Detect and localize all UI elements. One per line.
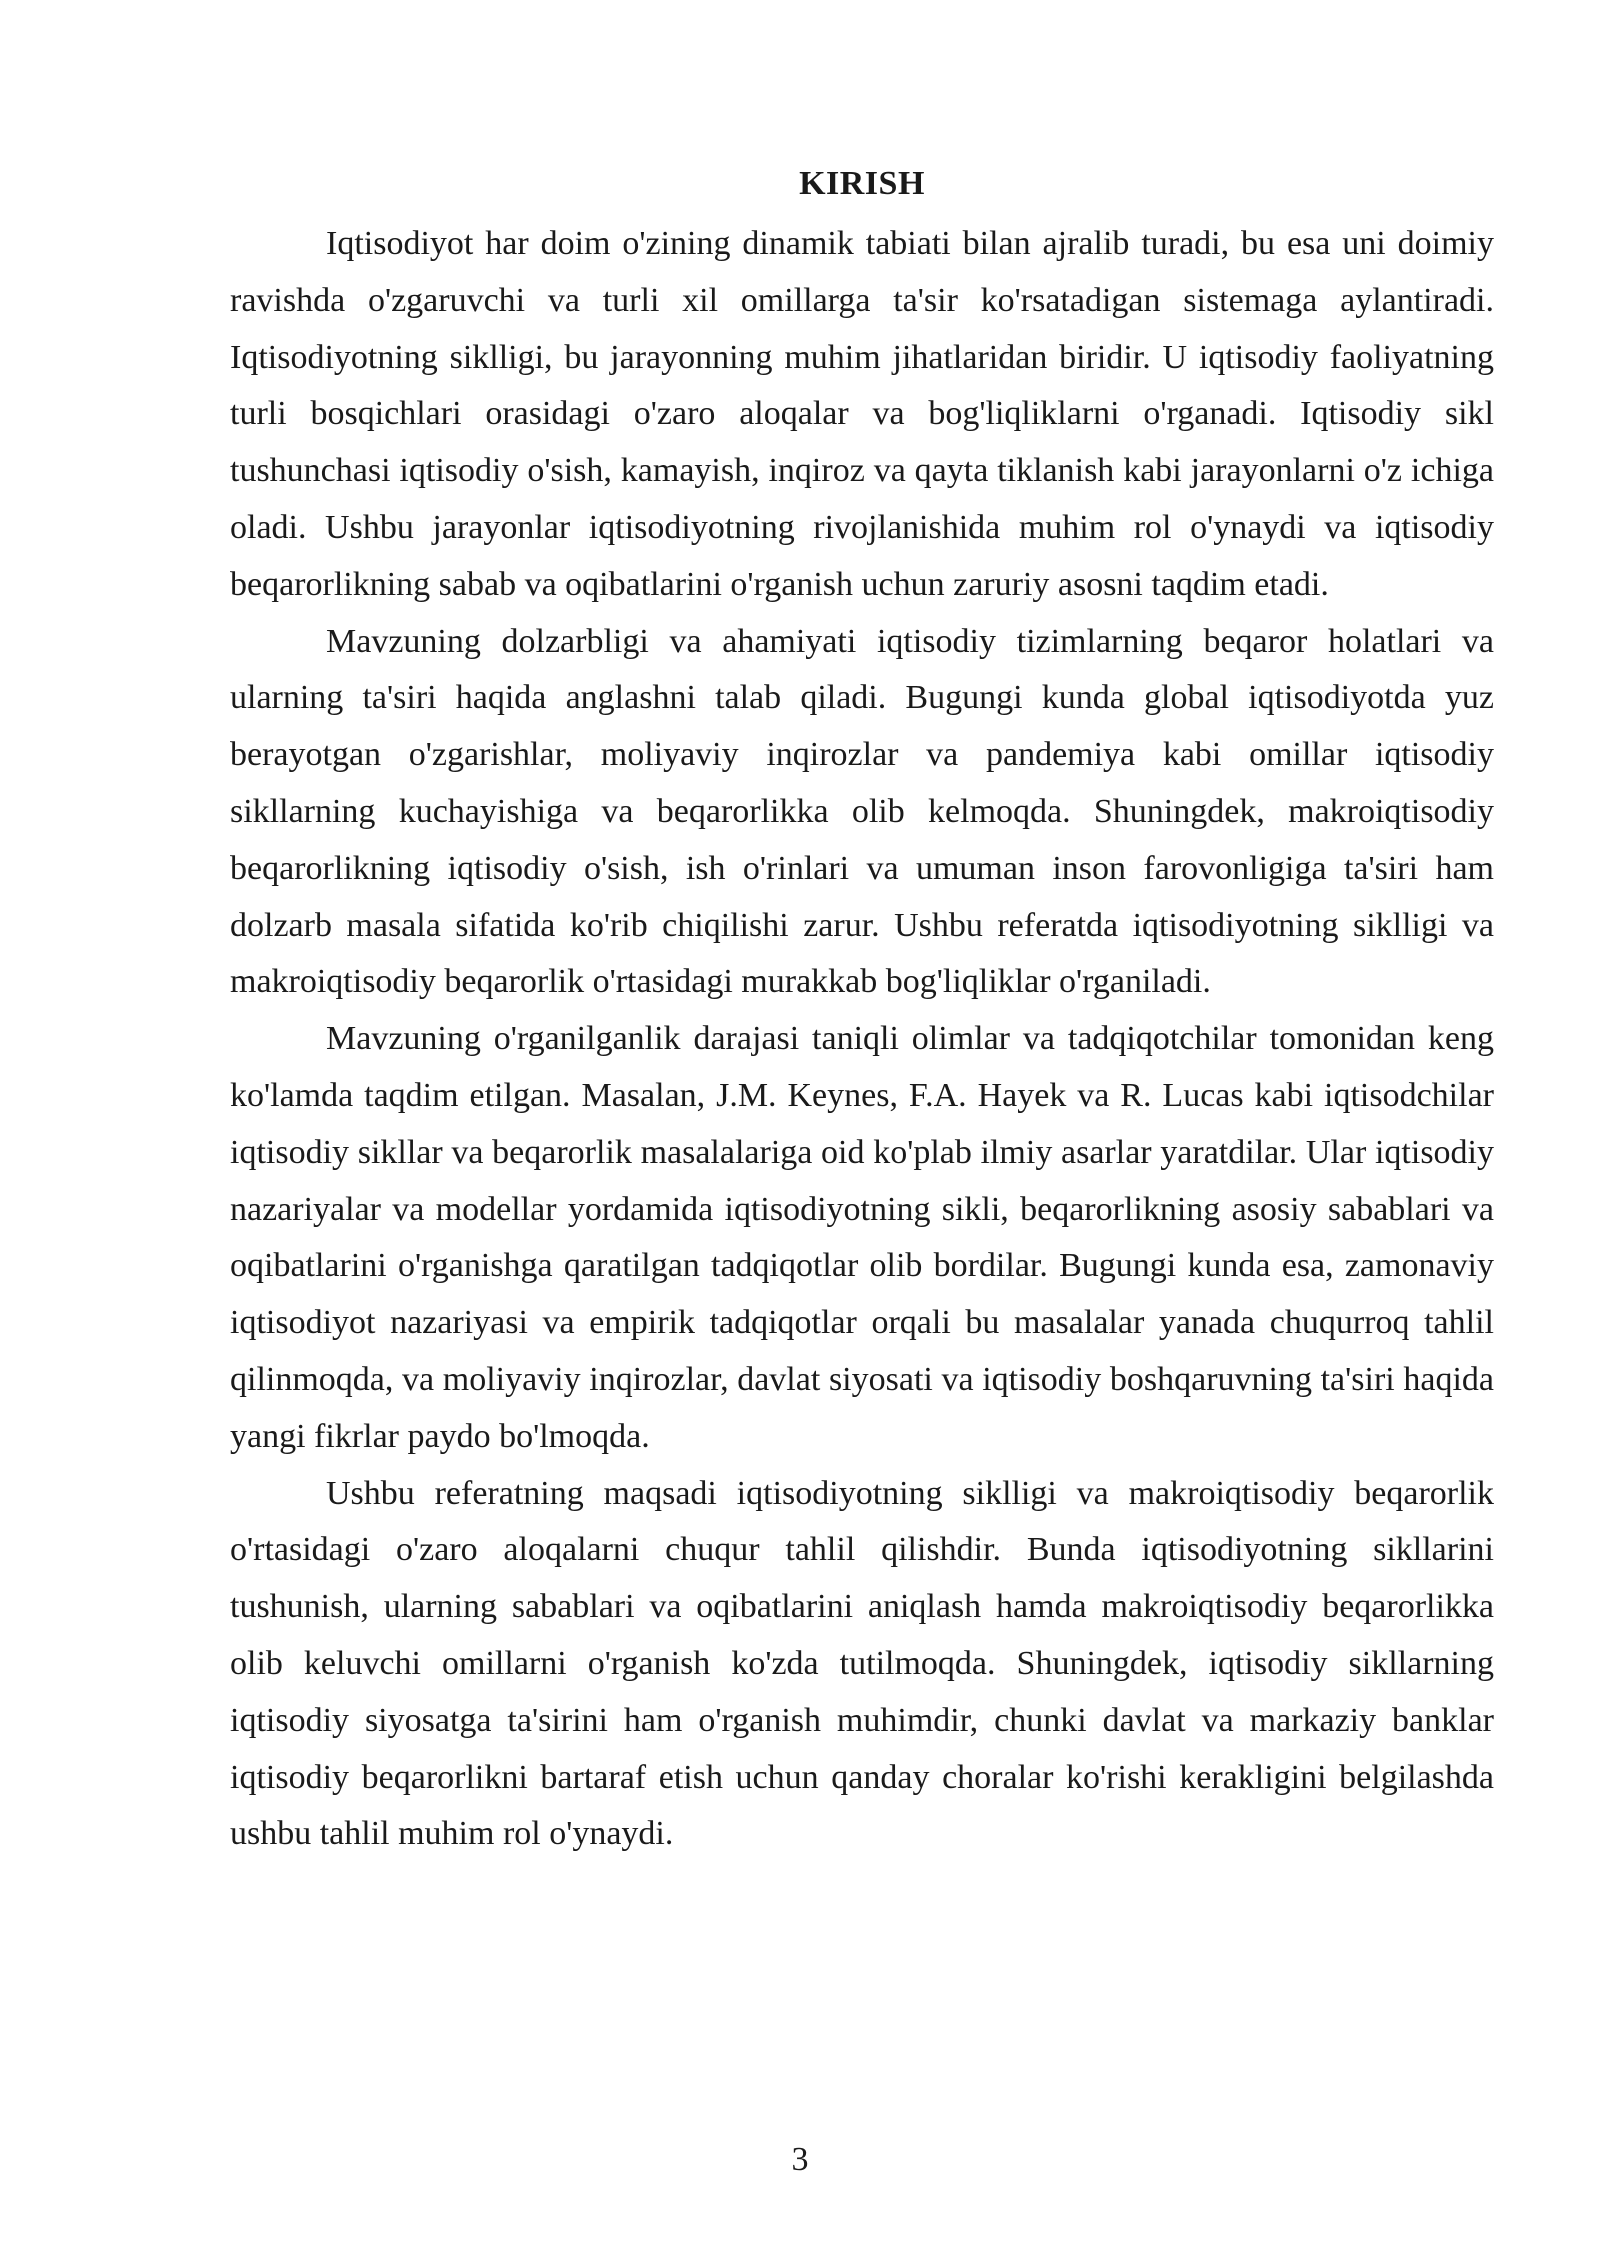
paragraph-relevance: Mavzuning dolzarbligi va ahamiyati iqtisodiy tizimlarning beqaror holatlari va ularning ta'siri haqida anglashni talab qiladi. Bugungi kunda global iqtisodiyotda yuz berayotgan o'zgarishlar, moliyaviy inqirozlar va pandemiya kabi omillar iqtisodiy sikllarning kuchayishiga va beqarorlikka olib kelmoqda. Shuningdek, makroiqtisodiy beqarorlikning iqtisodiy o'sish, ish o'rinlari va umuman inson farovonligiga ta'siri ham dolzarb masala sifatida ko'rib chiqilishi zarur. Ushbu referatda iqtisodiyotning siklligi va makroiqtisodiy beqarorlik o'rtasidagi murakkab bog'liqliklar o'rganiladi.	[230, 622, 1494, 1001]
paragraph-intro: Iqtisodiyot har doim o'zining dinamik tabiati bilan ajralib turadi, bu esa uni doimiy ravishda o'zgaruvchi va turli xil omillarga ta'sir ko'rsatadigan sistemaga aylantiradi. Iqtisodiyotning siklligi, bu jarayonning muhim jihatlaridan biridir. U iqtisodiy faoliyatning turli bosqichlari orasidagi o'zaro aloqalar va bog'liqliklarni o'rganadi. Iqtisodiy sikl tushunchasi iqtisodiy o'sish, kamayish, inqiroz va qayta tiklanish kabi jarayonlarni o'z ichiga oladi. Ushbu jarayonlar iqtisodiyotning rivojlanishida muhim rol o'ynaydi va iqtisodiy beqarorlikning sabab va oqibatlarini o'rganish uchun zaruriy asosni taqdim etadi.	[230, 225, 1494, 603]
section-heading: KIRISH	[799, 165, 925, 202]
page-content	[230, 160, 1494, 1863]
page-number: 3	[791, 2141, 809, 2178]
paragraph-goal: Ushbu referatning maqsadi iqtisodiyotning siklligi va makroiqtisodiy beqarorlik o'rtasidagi o'zaro aloqalarni chuqur tahlil qilishdir. Bunda iqtisodiyotning sikllarini tushunish, ularning sabablari va oqibatlarini aniqlash hamda makroiqtisodiy beqarorlikka olib keluvchi omillarni o'rganish ko'zda tutilmoqda. Shuningdek, iqtisodiy sikllarning iqtisodiy siyosatga ta'sirini ham o'rganish muhimdir, chunki davlat va markaziy banklar iqtisodiy beqarorlikni bartaraf etish uchun qanday choralar ko'rishi kerakligini belgilashda ushbu tahlil muhim rol o'ynaydi.	[230, 1474, 1494, 1853]
paragraph-study-degree: Mavzuning o'rganilganlik darajasi taniqli olimlar va tadqiqotchilar tomonidan keng ko'lamda taqdim etilgan. Masalan, J.M. Keynes, F.A. Hayek va R. Lucas kabi iqtisodchilar iqtisodiy sikllar va beqarorlik masalalariga oid ko'plab ilmiy asarlar yaratdilar. Ular iqtisodiy nazariyalar va modellar yordamida iqtisodiyotning sikli, beqarorlikning asosiy sabablari va oqibatlarini o'rganishga qaratilgan tadqiqotlar olib bordilar. Bugungi kunda esa, zamonaviy iqtisodiyot nazariyasi va empirik tadqiqotlar orqali bu masalalar yanada chuqurroq tahlil qilinmoqda, va moliyaviy inqirozlar, davlat siyosati va iqtisodiy boshqaruvning ta'siri haqida yangi fikrlar paydo bo'lmoqda.	[230, 1020, 1494, 1455]
